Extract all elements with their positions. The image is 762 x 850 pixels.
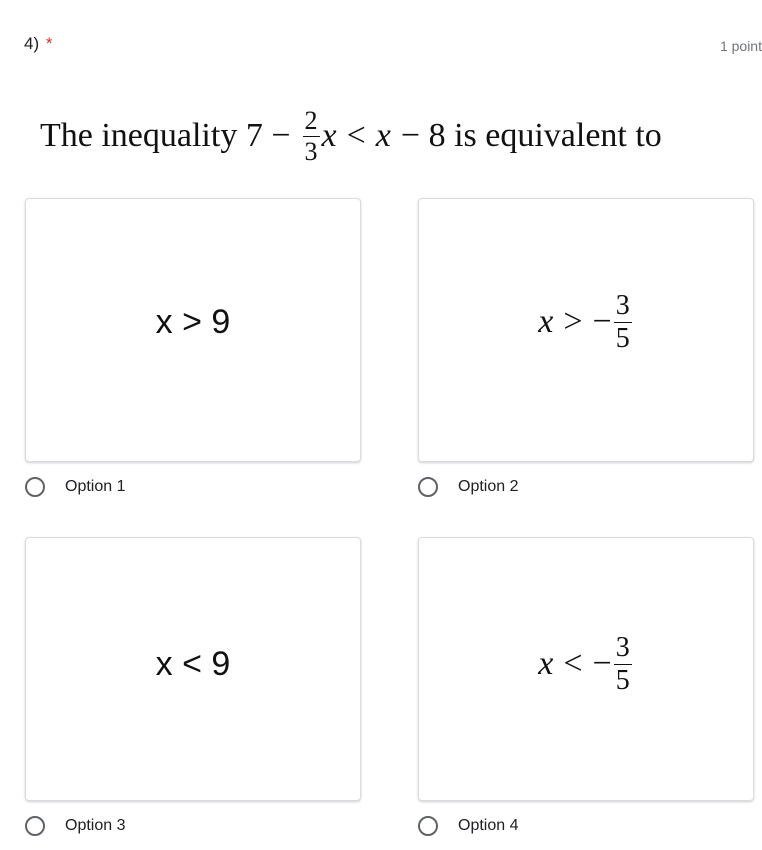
option-2-numerator: 3	[615, 289, 630, 321]
option-2-label: Option 2	[458, 478, 519, 495]
prompt-variable-2: x	[375, 117, 391, 154]
option-3-image-card[interactable]	[25, 537, 361, 801]
option-2-sign: −	[592, 303, 612, 340]
question-prompt	[40, 104, 662, 168]
option-4-radio[interactable]	[418, 816, 438, 836]
points-label: 1 point	[719, 38, 762, 54]
option-2-variable: x	[538, 303, 554, 340]
option-4[interactable]	[418, 816, 518, 836]
prompt-fraction-numerator: 2	[304, 105, 318, 135]
option-4-numerator: 3	[615, 631, 630, 663]
prompt-variable: x	[321, 117, 337, 154]
option-3-label: Option 3	[65, 817, 126, 834]
required-asterisk: *	[45, 34, 53, 53]
question-number	[24, 34, 52, 54]
option-4-denominator: 5	[615, 664, 630, 696]
option-2-operator: >	[563, 303, 583, 340]
option-4-expression	[538, 631, 633, 696]
prompt-less-than: <	[346, 117, 366, 154]
prompt-lead: The inequality 7 −	[40, 117, 291, 154]
option-2[interactable]	[418, 477, 518, 497]
option-2-image-card[interactable]	[418, 198, 754, 462]
option-1-image-card[interactable]	[25, 198, 361, 462]
option-4-fraction	[614, 631, 632, 696]
prompt-fraction	[303, 105, 320, 166]
option-2-radio[interactable]	[418, 477, 438, 497]
option-3[interactable]	[25, 816, 125, 836]
option-3-expression: x < 9	[155, 644, 231, 683]
option-1-expression: x > 9	[155, 302, 231, 341]
question-number-text: 4)	[24, 34, 40, 53]
option-1-radio[interactable]	[25, 477, 45, 497]
option-4-label: Option 4	[458, 817, 519, 834]
option-1-label: Option 1	[65, 478, 126, 495]
option-2-expression	[538, 289, 633, 354]
option-4-sign: −	[592, 645, 612, 682]
option-3-radio[interactable]	[25, 816, 45, 836]
option-4-image-card[interactable]	[418, 537, 754, 801]
prompt-fraction-denominator: 3	[304, 136, 318, 166]
option-2-denominator: 5	[615, 322, 630, 354]
option-2-fraction	[614, 289, 632, 354]
option-1[interactable]	[25, 477, 125, 497]
option-4-operator: <	[563, 645, 583, 682]
prompt-tail: − 8 is equivalent to	[400, 117, 662, 154]
option-4-variable: x	[538, 645, 554, 682]
